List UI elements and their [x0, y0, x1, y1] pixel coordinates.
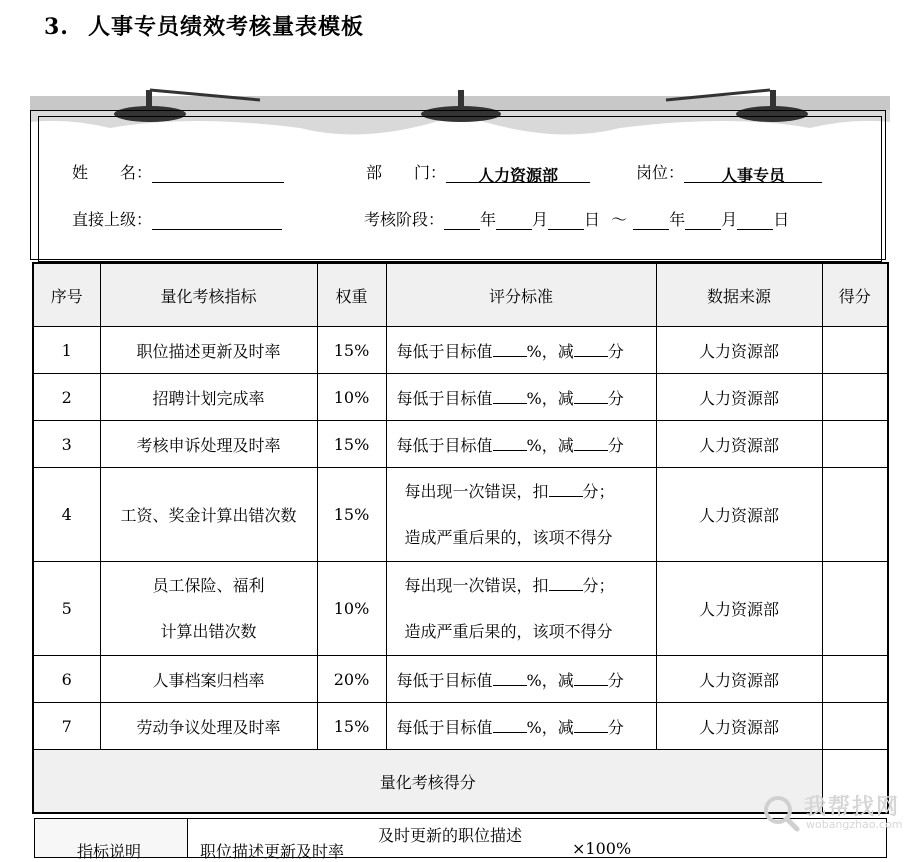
std-text: %，减 [526, 670, 574, 690]
section-title: 人事专员绩效考核量表模板 [88, 14, 365, 40]
end-year-blank [633, 210, 669, 230]
row-source: 人力资源部 [656, 421, 822, 468]
row-indicator: 考核申诉处理及时率 [100, 421, 317, 468]
table-row [33, 703, 888, 750]
row-weight: 20% [317, 656, 386, 703]
std-text: %，减 [526, 717, 574, 737]
row-score[interactable] [822, 374, 888, 421]
total-score-label: 量化考核得分 [33, 750, 822, 814]
row-no: 5 [33, 562, 100, 656]
row-no: 2 [33, 374, 100, 421]
std-text: 分； [582, 481, 615, 501]
blank-line [493, 340, 527, 357]
row-score[interactable] [822, 468, 888, 562]
dept-value: 人力资源部 [446, 163, 590, 183]
row-standard [386, 327, 656, 374]
kpi-table [32, 262, 889, 814]
magnifier-icon [760, 792, 800, 832]
row-score[interactable] [822, 421, 888, 468]
blank-line [493, 716, 527, 733]
blank-line [493, 434, 527, 451]
table-row [33, 421, 888, 468]
std-text: 分 [607, 435, 624, 455]
start-month-label: 月 [532, 210, 549, 229]
row-weight: 10% [317, 374, 386, 421]
watermark-text: 我帮找网 [804, 795, 901, 820]
table-row [33, 468, 888, 562]
supervisor-label: 直接上级： [72, 210, 153, 229]
supervisor-blank [152, 210, 282, 230]
notes-item: 职位描述更新及时率 [200, 842, 345, 861]
blank-line [574, 434, 608, 451]
notes-label: 指标说明 [77, 842, 142, 861]
end-month-label: 月 [721, 210, 738, 229]
row-weight: 10% [317, 562, 386, 656]
name-field [72, 160, 284, 183]
start-day-label: 日 [584, 210, 601, 229]
blank-line [549, 480, 583, 497]
row-source: 人力资源部 [656, 374, 822, 421]
header-standard: 评分标准 [386, 263, 656, 327]
section-heading [44, 10, 364, 41]
section-number: 3. [44, 14, 69, 40]
start-day-blank [548, 210, 584, 230]
post-field [636, 160, 822, 183]
table-row [33, 562, 888, 656]
row-no: 6 [33, 656, 100, 703]
row-weight: 15% [317, 327, 386, 374]
dept-field [366, 160, 590, 183]
notes-percent: ×100% [572, 839, 632, 858]
row-indicator: 招聘计划完成率 [100, 374, 317, 421]
blank-line [493, 387, 527, 404]
info-inner-frame [38, 116, 882, 262]
supervisor-field [72, 207, 282, 230]
blank-line [574, 669, 608, 686]
row-no: 4 [33, 468, 100, 562]
watermark [760, 788, 912, 838]
row-standard [386, 468, 656, 562]
std-text: 分 [607, 670, 624, 690]
row-score[interactable] [822, 327, 888, 374]
header-source: 数据来源 [656, 263, 822, 327]
end-day-blank [737, 210, 773, 230]
row-score[interactable] [822, 562, 888, 656]
name-label: 姓 名： [72, 163, 153, 182]
period-field [364, 207, 789, 230]
blank-line [549, 574, 583, 591]
row-standard [386, 703, 656, 750]
std-text: 分； [582, 575, 615, 595]
end-year-label: 年 [669, 210, 686, 229]
std-text: %，减 [526, 341, 574, 361]
row-source: 人力资源部 [656, 703, 822, 750]
row-source: 人力资源部 [656, 468, 822, 562]
post-value: 人事专员 [684, 163, 822, 183]
row-indicator: 工资、奖金计算出错次数 [100, 468, 317, 562]
dept-label: 部 门： [366, 163, 447, 182]
table-header-row [33, 263, 888, 327]
period-label: 考核阶段： [364, 210, 445, 229]
end-month-blank [685, 210, 721, 230]
row-indicator [100, 562, 317, 656]
row-indicator: 职位描述更新及时率 [100, 327, 317, 374]
blank-line [574, 340, 608, 357]
table-row [33, 656, 888, 703]
header-weight: 权重 [317, 263, 386, 327]
row-source: 人力资源部 [656, 327, 822, 374]
row-score[interactable] [822, 703, 888, 750]
std-text: 每出现一次错误，扣 [404, 575, 549, 595]
row-standard [386, 656, 656, 703]
std-text: %，减 [526, 435, 574, 455]
notes-label-cell [34, 818, 188, 861]
std-text: 分 [607, 341, 624, 361]
start-month-blank [496, 210, 532, 230]
row-source: 人力资源部 [656, 656, 822, 703]
indicator-line: 计算出错次数 [160, 621, 257, 641]
row-no: 7 [33, 703, 100, 750]
std-text: 每低于目标值 [396, 388, 493, 408]
table-row [33, 327, 888, 374]
std-text: 造成严重后果的，该项不得分 [404, 527, 613, 547]
start-year-label: 年 [480, 210, 497, 229]
notes-formula-top: 及时更新的职位描述 [378, 826, 523, 845]
header-score: 得分 [822, 263, 888, 327]
std-text: %，减 [526, 388, 574, 408]
row-score[interactable] [822, 656, 888, 703]
std-text: 每低于目标值 [396, 341, 493, 361]
std-text: 每低于目标值 [396, 717, 493, 737]
name-blank [152, 163, 284, 183]
blank-line [574, 387, 608, 404]
header-indicator: 量化考核指标 [100, 263, 317, 327]
std-text: 造成严重后果的，该项不得分 [404, 621, 613, 641]
std-text: 每出现一次错误，扣 [404, 481, 549, 501]
row-standard [386, 374, 656, 421]
watermark-url: wobangzhao.com [806, 818, 903, 831]
header-no: 序号 [33, 263, 100, 327]
blank-line [493, 669, 527, 686]
row-weight: 15% [317, 468, 386, 562]
end-day-label: 日 [773, 210, 790, 229]
row-weight: 15% [317, 703, 386, 750]
row-weight: 15% [317, 421, 386, 468]
std-text: 每低于目标值 [396, 670, 493, 690]
row-indicator: 人事档案归档率 [100, 656, 317, 703]
indicator-line: 员工保险、福利 [152, 575, 265, 595]
blank-line [574, 716, 608, 733]
row-standard [386, 562, 656, 656]
row-indicator: 劳动争议处理及时率 [100, 703, 317, 750]
row-no: 3 [33, 421, 100, 468]
start-year-blank [444, 210, 480, 230]
kpi-table-wrapper [32, 262, 887, 814]
post-label: 岗位： [636, 163, 685, 182]
std-text: 分 [607, 388, 624, 408]
std-text: 分 [607, 717, 624, 737]
table-row [33, 374, 888, 421]
row-standard [386, 421, 656, 468]
period-tilde: ～ [611, 210, 628, 229]
row-source: 人力资源部 [656, 562, 822, 656]
row-no: 1 [33, 327, 100, 374]
std-text: 每低于目标值 [396, 435, 493, 455]
